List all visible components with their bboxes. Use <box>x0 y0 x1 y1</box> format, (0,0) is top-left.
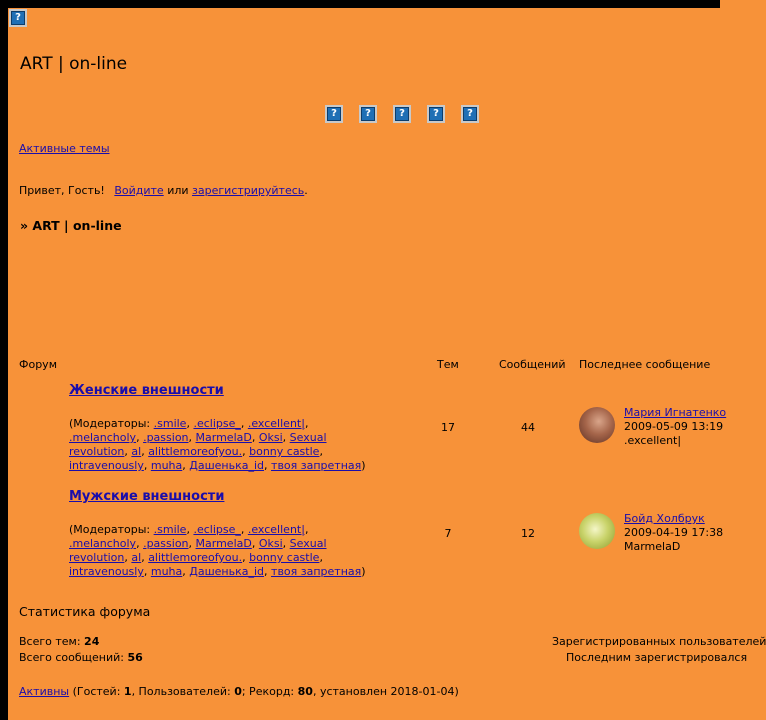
column-header-forum: Форум <box>19 358 57 371</box>
guests-count: 1 <box>123 685 132 698</box>
column-header-topics: Тем <box>437 358 459 371</box>
avatar <box>579 513 615 549</box>
moderator-link[interactable]: bonny castle <box>249 551 320 564</box>
top-border <box>0 0 720 8</box>
moderator-link[interactable]: alittlemoreofyou. <box>148 445 243 458</box>
greeting <box>19 184 308 197</box>
moderator-link[interactable]: твоя запретная <box>271 459 362 472</box>
moderator-link[interactable]: muha <box>150 565 183 578</box>
last-registered: Последним зарегистрировался <box>566 651 748 664</box>
moderator-link[interactable]: .passion <box>143 431 189 444</box>
broken-image-icon[interactable]: ? <box>395 107 409 121</box>
moderators-end: ) <box>361 565 366 578</box>
total-posts <box>19 651 143 664</box>
column-header-posts: Сообщений <box>499 358 566 371</box>
forum-stats-title: Статистика форума <box>19 604 151 619</box>
total-posts-value: 56 <box>127 651 143 664</box>
last-post-title-link[interactable]: Бойд Холбрук <box>624 512 705 525</box>
nav-icon-bar <box>327 106 497 121</box>
users-label: , Пользователей: <box>131 685 235 698</box>
online-users <box>19 685 459 698</box>
moderator-link[interactable]: .excellent| <box>247 417 305 430</box>
forum-posts-count: 12 <box>521 527 535 540</box>
total-topics <box>19 635 99 648</box>
moderator-link[interactable]: .smile <box>153 523 187 536</box>
forum-topics-count: 7 <box>444 527 452 540</box>
last-post <box>624 512 723 554</box>
moderator-link[interactable]: bonny castle <box>249 445 320 458</box>
moderators-label: (Модераторы: <box>69 523 154 536</box>
forum-title-link[interactable]: Мужские внешности <box>69 489 225 504</box>
moderator-link[interactable]: .smile <box>153 417 187 430</box>
register-link[interactable]: зарегистрируйтесь <box>192 184 305 197</box>
last-post-date: 2009-04-19 17:38 <box>624 526 724 539</box>
moderator-link[interactable]: al <box>131 551 142 564</box>
record-label: ; Рекорд: <box>241 685 298 698</box>
moderator-link[interactable]: .eclipse_ <box>193 417 241 430</box>
moderator-link[interactable]: al <box>131 445 142 458</box>
moderator-link[interactable]: Sexual revolution <box>69 537 327 564</box>
online-link[interactable]: Активны <box>19 685 70 698</box>
or-text: или <box>167 184 189 197</box>
moderators-label: (Модераторы: <box>69 417 154 430</box>
guests-label: (Гостей: <box>69 685 124 698</box>
forum-moderators: (Модераторы: .smile, .eclipse_, .excellent|, .melancholy, .passion, MarmelaD, Oksi, Sexual revolution, al, alittlemoreofyou., bonny castle, intravenously, muha, Дашенька_id, твоя запретная) <box>69 523 366 578</box>
users-count: 0 <box>234 685 242 698</box>
total-posts-label: Всего сообщений: <box>19 651 128 664</box>
moderator-link[interactable]: .passion <box>143 537 189 550</box>
registered-users: Зарегистрированных пользователей <box>552 635 766 648</box>
moderator-link[interactable]: .eclipse_ <box>193 523 241 536</box>
forum-topics-count: 17 <box>441 421 455 434</box>
moderator-link[interactable]: MarmelaD <box>195 431 252 444</box>
broken-image-icon[interactable]: ? <box>361 107 375 121</box>
moderator-link[interactable]: intravenously <box>69 565 144 578</box>
broken-image-icon[interactable]: ? <box>429 107 443 121</box>
last-post-author: .excellent| <box>624 434 682 447</box>
moderator-link[interactable]: Oksi <box>258 431 283 444</box>
broken-image-icon[interactable]: ? <box>327 107 341 121</box>
active-topics-link[interactable]: Активные темы <box>19 142 110 155</box>
last-post-date: 2009-05-09 13:19 <box>624 420 724 433</box>
moderator-link[interactable]: твоя запретная <box>271 565 362 578</box>
moderator-link[interactable]: MarmelaD <box>195 537 252 550</box>
moderator-link[interactable]: .excellent| <box>247 523 305 536</box>
column-header-last-post: Последнее сообщение <box>579 358 711 371</box>
last-post <box>624 406 726 448</box>
record-count: 80 <box>297 685 313 698</box>
moderator-link[interactable]: Oksi <box>258 537 283 550</box>
breadcrumb: » ART | on-line <box>20 218 122 233</box>
moderator-link[interactable]: intravenously <box>69 459 144 472</box>
forum-moderators: (Модераторы: .smile, .eclipse_, .excellent|, .melancholy, .passion, MarmelaD, Oksi, Sexual revolution, al, alittlemoreofyou., bonny castle, intravenously, muha, Дашенька_id, твоя запретная) <box>69 417 366 472</box>
moderator-link[interactable]: Дашенька_id <box>189 565 265 578</box>
total-topics-value: 24 <box>84 635 100 648</box>
moderator-link[interactable]: .melancholy <box>69 431 137 444</box>
greeting-dot: . <box>304 184 308 197</box>
broken-image-icon: ? <box>11 11 25 25</box>
login-link[interactable]: Войдите <box>114 184 164 197</box>
total-topics-label: Всего тем: <box>19 635 85 648</box>
moderator-link[interactable]: Дашенька_id <box>189 459 265 472</box>
record-date: , установлен 2018-01-04) <box>312 685 459 698</box>
moderators-end: ) <box>361 459 366 472</box>
moderator-link[interactable]: muha <box>150 459 183 472</box>
avatar <box>579 407 615 443</box>
moderator-link[interactable]: alittlemoreofyou. <box>148 551 243 564</box>
site-title: ART | on-line <box>20 54 128 74</box>
forum-title-link[interactable]: Женские внешности <box>69 383 224 398</box>
forum-posts-count: 44 <box>521 421 535 434</box>
last-post-title-link[interactable]: Мария Игнатенко <box>624 406 727 419</box>
broken-image-icon[interactable]: ? <box>463 107 477 121</box>
moderator-link[interactable]: .melancholy <box>69 537 137 550</box>
left-border <box>0 0 8 720</box>
greeting-text: Привет, Гость! <box>19 184 105 197</box>
last-post-author: MarmelaD <box>624 540 681 553</box>
moderator-link[interactable]: Sexual revolution <box>69 431 327 458</box>
